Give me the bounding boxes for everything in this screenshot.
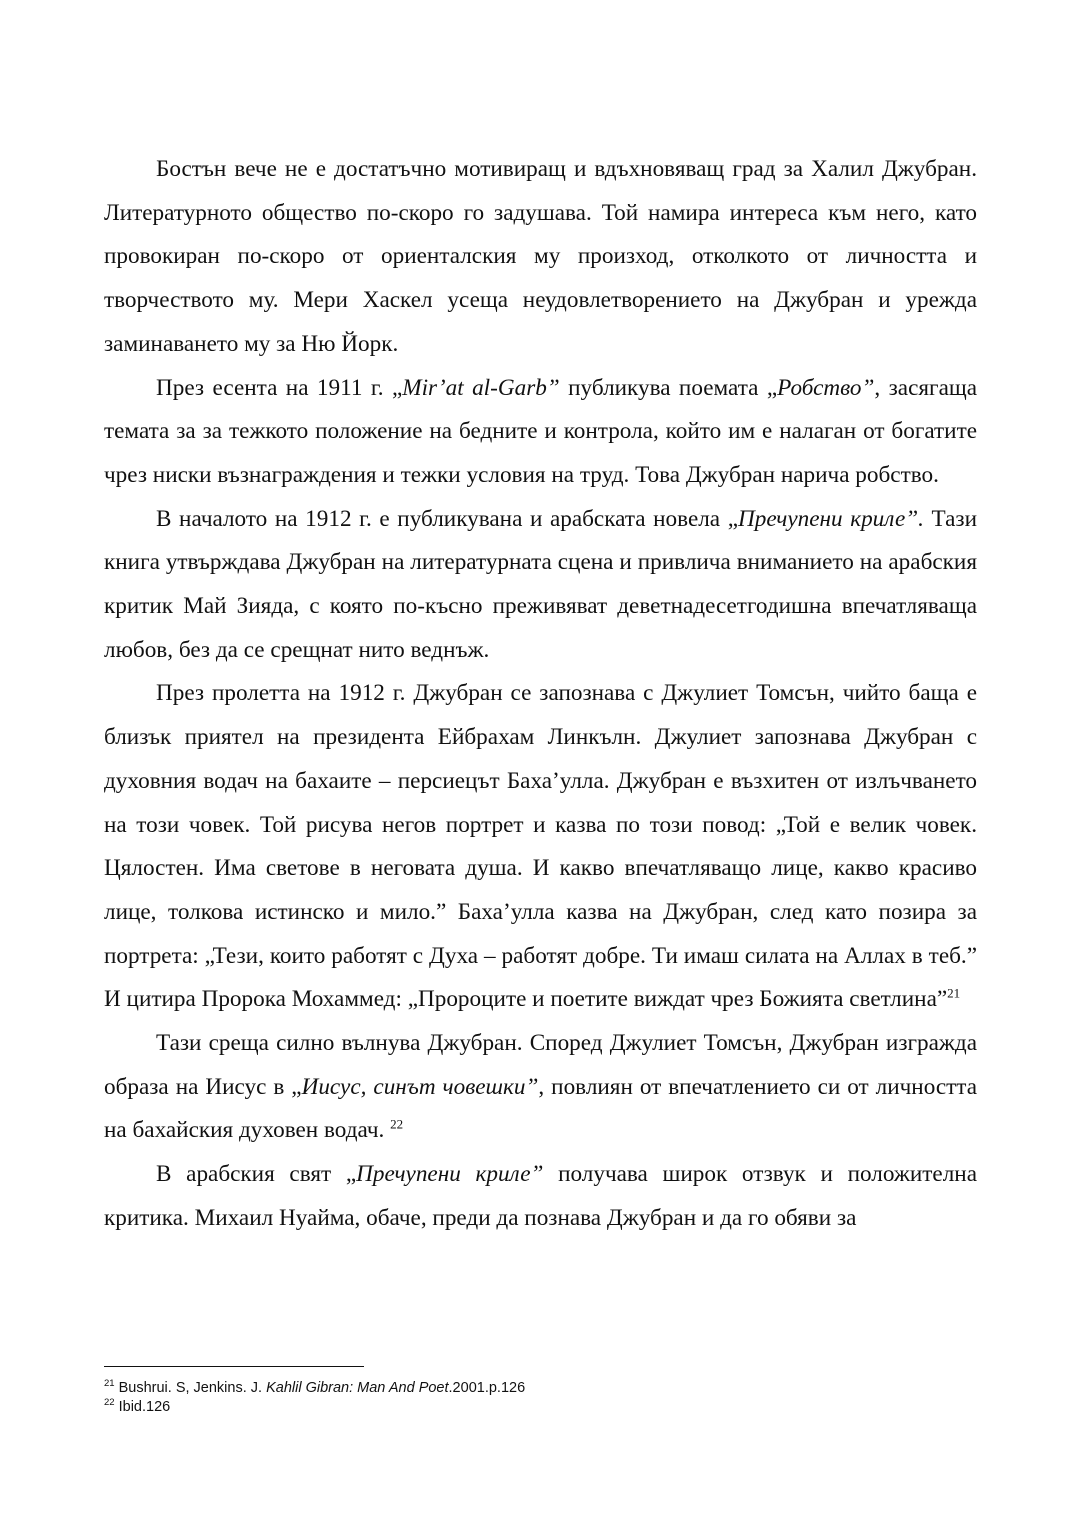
paragraph-5: Тази среща силно вълнува Джубран. Според Джулиет Томсън, Джубран изгражда образа на Иисус в „Иисус, синът човешки”, повлиян от впечатлението си от личността на бахайския духовен водач. $^{22}$ — [104, 1030, 977, 1144]
paragraph-1: Бостън вече не е достатъчно мотивиращ и вдъхновяващ град за Халил Джубран. Литературното общество по-скоро го задушава. Той намира интереса към него, като провокиран по-скоро от ориенталския му произход, отколкото от личността и творчеството му. Мери Хаскел усеща неудовлетворението на Джубран и урежда заминаването му за Ню Йорк. — [104, 156, 977, 357]
footnote-21: $^{21}$ Bushrui. S, Jenkins. J. Kahlil Gibran: Man And Poet.2001.p.126 — [104, 1378, 526, 1396]
footnote-number: 21 — [104, 1378, 115, 1390]
italic-title: Иисус, синът човешки” — [301, 1073, 539, 1100]
footnote-22: $^{22}$ Ibid.126 — [104, 1397, 171, 1415]
paragraph-2: През есента на 1911 г. „Mir’at al-Garb” публикува поемата „Робство”, засягаща темата за за тежкото положение на бедните и контрола, който им е налаган от богатите чрез ниски възнаграждения и тежки условия на труд. Това Джубран нарича робство. — [104, 374, 978, 488]
footnote-separator — [104, 1366, 364, 1367]
paragraph-6: В арабския свят „Пречупени криле” получава широк отзвук и положителна критика. Михаил Нуайма, обаче, преди да познава Джубран и да го обяви за — [104, 1161, 977, 1231]
footnote-number: 22 — [104, 1397, 115, 1409]
paragraph-3: В началото на 1912 г. е публикувана и арабската новела „Пречупени криле”. Тази книга утвърждава Джубран на литературната сцена и привлича вниманието на арабския критик Май Зияда, с която по-късно преживяват деветнадесетгодишна впечатляваща любов, без да се срещнат нито веднъж. — [104, 505, 977, 663]
footnotes — [104, 1379, 977, 1417]
italic-title: Робство” — [777, 374, 875, 401]
paragraph-4: През пролетта на 1912 г. Джубран се запознава с Джулиет Томсън, чийто баща е близък приятел на президента Ейбрахам Линкълн. Джулиет запознава Джубран с духовния водач на бахаите – персиецът Баха’улла. Джубран е възхитен от излъчването на този човек. Той рисува негов портрет и казва по този повод: „Той е велик човек. Цялостен. Има светове в неговата душа. И какво впечатляващо лице, какво красиво лице, толкова истинско и мило.” Баха’улла казва на Джубран, след като позира за портрета: „Тези, които работят с Духа – работят добре. Ти имаш силата на Аллах в теб.” И цитира Пророка Мохаммед: „Пророците и поетите виждат чрез Божията светлина”$^{21}$ — [104, 680, 977, 1013]
italic-title: Mir’at al-Garb” — [402, 374, 560, 401]
footnote-book-title: Kahlil Gibran: Man And Poet — [266, 1380, 449, 1396]
body-text — [104, 148, 977, 1241]
italic-title: Пречупени криле” — [356, 1161, 544, 1188]
italic-title: Пречупени криле”. — [737, 505, 924, 532]
footnote-ref: 22 — [390, 1116, 404, 1132]
footnote-ref: 21 — [947, 985, 961, 1001]
